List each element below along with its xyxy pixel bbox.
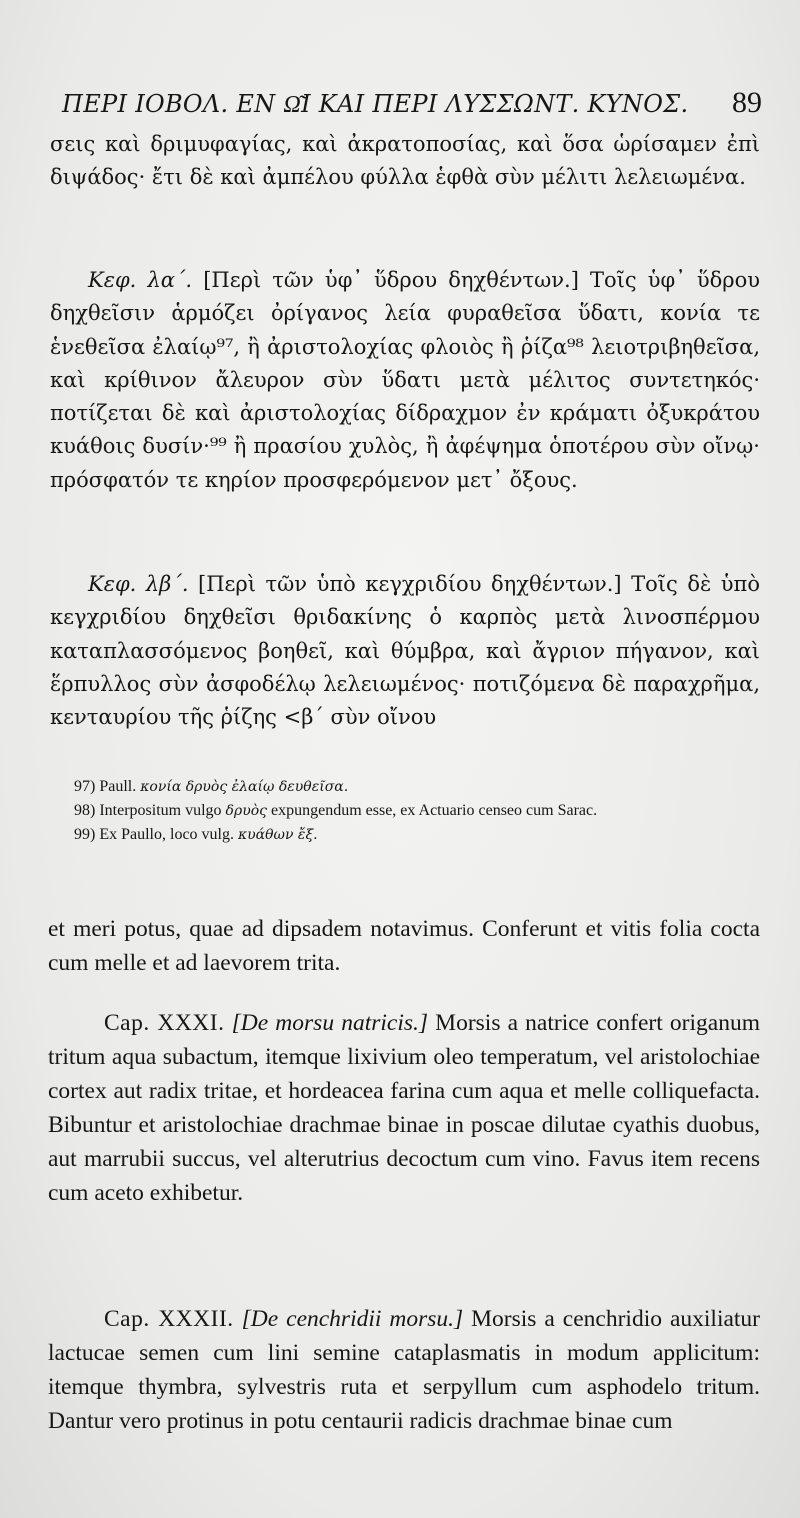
greek-chapter-32: [50, 568, 760, 734]
latin-chapter-31-title: [De morsu natricis.]: [231, 1010, 429, 1036]
footnotes: [50, 776, 760, 848]
footnote-98: [50, 800, 760, 822]
footnote-99-greek: κυάθων ἔξ.: [237, 827, 318, 843]
footnote-97-greek: κονία δρυὸς ἐλαίῳ δευθεῖσα.: [140, 779, 349, 795]
greek-text-block-1: [50, 128, 760, 195]
latin-paragraph-continuation: et meri potus, quae ad dipsadem notavimus. Conferunt et vitis folia cocta cum melle et ad laevorem trita.: [48, 916, 760, 976]
greek-chapter-32-label: Κεφ. λβ΄.: [88, 572, 189, 596]
latin-chapter-31: [48, 1006, 760, 1210]
latin-text-block-3: [48, 1302, 760, 1438]
greek-paragraph-continuation: σεις καὶ δριμυφαγίας, καὶ ἀκρατοποσίας, καὶ ὅσα ὡρίσαμεν ἐπὶ διψάδος· ἔτι δὲ καὶ ἀμπέλου φύλλα ἑφθὰ σὺν μέλιτι λελειωμένα.: [50, 132, 760, 190]
greek-chapter-31: [50, 264, 760, 497]
footnote-99-text: Ex Paullo, loco vulg.: [95, 826, 238, 843]
footnote-97: [50, 776, 760, 798]
greek-chapter-31-label: Κεφ. λα΄.: [88, 268, 193, 292]
footnote-98-greek: δρυὸς: [225, 803, 267, 819]
latin-chapter-32-title: [De cenchridii morsu.]: [241, 1306, 464, 1332]
latin-chapter-32-text: Morsis a cenchridio auxiliatur lactucae semen cum lini semine cataplasmatis in modum applicitum: itemque thymbra, sylvestris ruta et serpyllum cum asphodelo tritum. Dantur vero protinus in potu centaurii radicis drachmae binae cum: [48, 1306, 761, 1434]
footnote-97-text: Paull.: [95, 778, 141, 795]
latin-chapter-31-label: Cap. XXXI.: [104, 1010, 225, 1036]
greek-chapter-32-text: [Περὶ τῶν ὑπὸ κεγχριδίου δηχθέντων.] Τοῖς δὲ ὑπὸ κεγχριδίου δηχθεῖσι θριδακίνης ὁ καρπὸς μετὰ λινοσπέρμου καταπλασσόμενος βοηθεῖ, καὶ θύμβρα, καὶ ἄγριον πήγανον, καὶ ἕρπυλλος σὺν ἀσφοδέλῳ λελειωμένος· ποτιζόμενα δὲ παραχρῆμα, κενταυρίου τῆς ῥίζης <β΄ σὺν οἴνου: [50, 572, 760, 730]
greek-text-block-3: [50, 568, 760, 734]
latin-chapter-32-label: Cap. XXXII.: [104, 1306, 234, 1332]
footnote-98-number: 98): [74, 802, 96, 819]
running-head: ΠΕΡΙ ΙΟΒΟΛ. ΕΝ Ω͂Ι ΚΑΙ ΠΕΡΙ ΛΥΣΣΩΝΤ. ΚΥΝΟΣ.: [62, 90, 689, 118]
footnote-97-number: 97): [74, 778, 96, 795]
page-header: [62, 86, 762, 126]
latin-chapter-31-text: Morsis a natrice confert origanum tritum aqua subactum, itemque lixivium oleo temperatum, vel aristolochiae cortex aut radix tritae, et hordeacea farina cum aqua et melle colliquefacta. Bibuntur et aristolochiae drachmae binae in poscae dilutae cyathis duobus, aut marrubii succus, vel alterutrius decoctum cum vino. Favus item recens cum aceto exhibetur.: [48, 1010, 760, 1206]
latin-chapter-32: [48, 1302, 760, 1438]
footnote-98-text: Interpositum vulgo: [95, 802, 226, 819]
footnote-98-text-end: expungendum esse, ex Actuario censeo cum Sarac.: [267, 802, 598, 819]
latin-text-block-2: [48, 1006, 760, 1210]
footnote-99: [50, 824, 760, 846]
greek-text-block-2: [50, 264, 760, 497]
footnote-99-number: 99): [74, 826, 96, 843]
page-number: 89: [732, 86, 762, 119]
latin-text-block-1: [48, 912, 760, 980]
greek-chapter-31-text: [Περὶ τῶν ὑφ᾿ ὕδρου δηχθέντων.] Τοῖς ὑφ᾿ ὕδρου δηχθεῖσιν ἁρμόζει ὀρίγανος λεία φυραθεῖσα ὕδατι, κονία τε ἑνεθεῖσα ἐλαίῳ⁹⁷, ἢ ἀριστολοχίας φλοιὸς ἢ ῥίζα⁹⁸ λειοτριβηθεῖσα, καὶ κρίθινον ἄλευρον σὺν ὕδατι μετὰ μέλιτος συντετηκός· ποτίζεται δὲ καὶ ἀριστολοχίας δίδραχμον ἐν κράματι ὀξυκράτου κυάθοις δυσίν·⁹⁹ ἢ πρασίου χυλὸς, ἢ ἀφέψημα ὁποτέρου σὺν οἴνῳ· πρόσφατόν τε κηρίον προσφερόμενον μετ᾿ ὄξους.: [50, 268, 761, 492]
